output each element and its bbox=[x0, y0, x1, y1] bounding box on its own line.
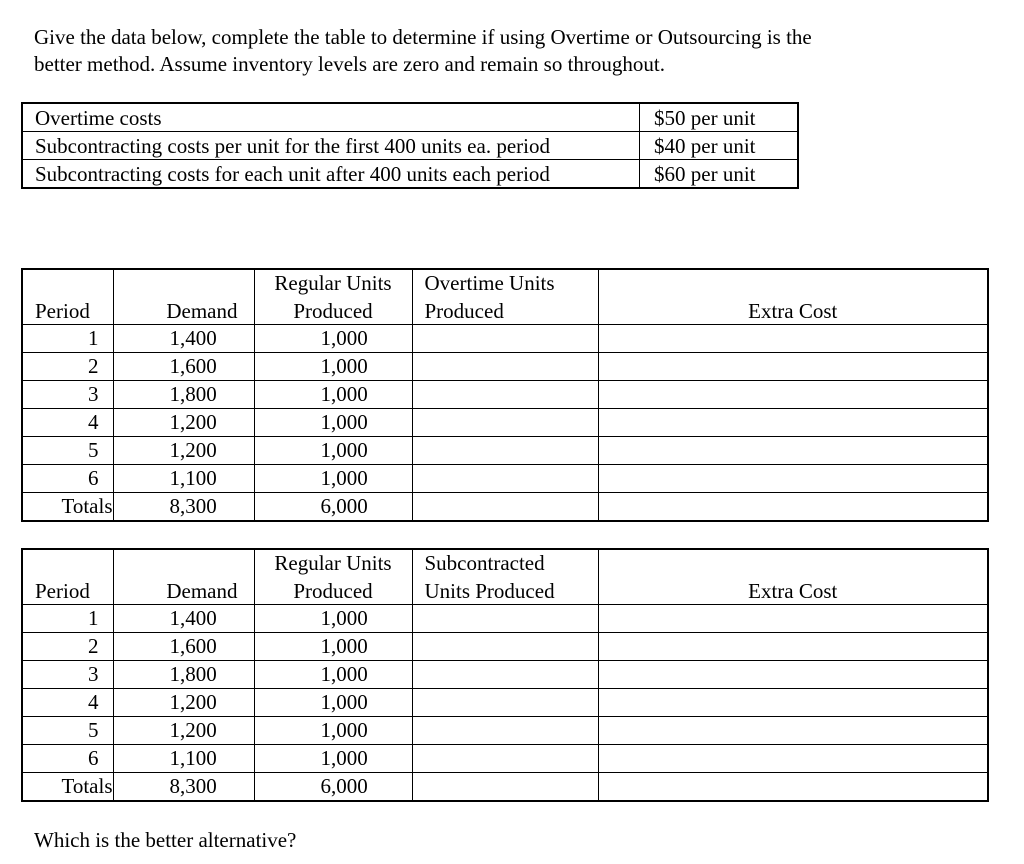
period-cell: 3 bbox=[22, 381, 113, 409]
table-row bbox=[22, 437, 988, 465]
extra-cost-cell[interactable] bbox=[598, 437, 988, 465]
extra-cost-cell[interactable] bbox=[598, 633, 988, 661]
regular-units-total: 6,000 bbox=[254, 773, 412, 802]
demand-cell: 1,100 bbox=[113, 745, 254, 773]
extra-units-cell[interactable] bbox=[412, 437, 598, 465]
extra-units-header: Units Produced bbox=[412, 577, 598, 605]
extra-cost-header: Extra Cost bbox=[598, 577, 988, 605]
table-row bbox=[22, 717, 988, 745]
regular-units-cell: 1,000 bbox=[254, 661, 412, 689]
cost-label: Subcontracting costs for each unit after 400 units each period bbox=[22, 160, 640, 189]
header-row bbox=[22, 577, 988, 605]
regular-units-cell: 1,000 bbox=[254, 325, 412, 353]
extra-units-cell[interactable] bbox=[412, 745, 598, 773]
instructions-line-2: better method. Assume inventory levels are zero and remain so throughout. bbox=[34, 52, 665, 76]
question-text: Which is the better alternative? bbox=[34, 828, 297, 852]
extra-units-cell[interactable] bbox=[412, 689, 598, 717]
extra-units-cell[interactable] bbox=[412, 381, 598, 409]
period-cell: 1 bbox=[22, 325, 113, 353]
extra-units-header: Subcontracted bbox=[412, 549, 598, 577]
demand-cell: 1,600 bbox=[113, 633, 254, 661]
instructions-line-1: Give the data below, complete the table to determine if using Overtime or Outsourcing is the bbox=[34, 25, 812, 49]
extra-units-header: Overtime Units bbox=[412, 269, 598, 297]
extra-units-cell[interactable] bbox=[412, 633, 598, 661]
header-row bbox=[22, 297, 988, 325]
table-row bbox=[22, 605, 988, 633]
header-cell bbox=[113, 269, 254, 297]
table-row bbox=[22, 465, 988, 493]
regular-units-total: 6,000 bbox=[254, 493, 412, 522]
regular-units-cell: 1,000 bbox=[254, 717, 412, 745]
demand-cell: 1,200 bbox=[113, 437, 254, 465]
extra-units-header: Produced bbox=[412, 297, 598, 325]
cost-table bbox=[21, 102, 799, 189]
header-row bbox=[22, 549, 988, 577]
period-cell: 4 bbox=[22, 409, 113, 437]
regular-units-cell: 1,000 bbox=[254, 745, 412, 773]
period-cell: 5 bbox=[22, 437, 113, 465]
header-cell bbox=[598, 269, 988, 297]
extra-cost-total[interactable] bbox=[598, 773, 988, 802]
extra-cost-header: Extra Cost bbox=[598, 297, 988, 325]
demand-cell: 1,200 bbox=[113, 409, 254, 437]
regular-units-cell: 1,000 bbox=[254, 409, 412, 437]
demand-cell: 1,600 bbox=[113, 353, 254, 381]
cost-row bbox=[22, 103, 798, 132]
cost-label: Overtime costs bbox=[22, 103, 640, 132]
period-cell: 5 bbox=[22, 717, 113, 745]
extra-cost-cell[interactable] bbox=[598, 661, 988, 689]
extra-units-cell[interactable] bbox=[412, 661, 598, 689]
cost-value: $60 per unit bbox=[640, 160, 799, 189]
extra-units-cell[interactable] bbox=[412, 717, 598, 745]
cost-value: $50 per unit bbox=[640, 103, 799, 132]
extra-units-cell[interactable] bbox=[412, 409, 598, 437]
period-header: Period bbox=[22, 297, 113, 325]
regular-units-header: Regular Units bbox=[254, 549, 412, 577]
table-row bbox=[22, 325, 988, 353]
overtime-table bbox=[21, 268, 989, 522]
regular-units-cell: 1,000 bbox=[254, 465, 412, 493]
extra-cost-cell[interactable] bbox=[598, 465, 988, 493]
instructions bbox=[34, 24, 994, 78]
extra-cost-cell[interactable] bbox=[598, 689, 988, 717]
cost-row bbox=[22, 132, 798, 160]
cost-label: Subcontracting costs per unit for the first 400 units ea. period bbox=[22, 132, 640, 160]
regular-units-cell: 1,000 bbox=[254, 633, 412, 661]
extra-cost-cell[interactable] bbox=[598, 353, 988, 381]
period-cell: 6 bbox=[22, 465, 113, 493]
extra-units-total[interactable] bbox=[412, 493, 598, 522]
extra-cost-cell[interactable] bbox=[598, 381, 988, 409]
totals-label: Totals bbox=[22, 493, 113, 522]
table-row bbox=[22, 353, 988, 381]
table-row bbox=[22, 689, 988, 717]
demand-cell: 1,800 bbox=[113, 661, 254, 689]
regular-units-cell: 1,000 bbox=[254, 381, 412, 409]
cost-row bbox=[22, 160, 798, 189]
demand-header: Demand bbox=[113, 577, 254, 605]
regular-units-cell: 1,000 bbox=[254, 353, 412, 381]
demand-cell: 1,200 bbox=[113, 717, 254, 745]
period-cell: 2 bbox=[22, 633, 113, 661]
demand-cell: 1,100 bbox=[113, 465, 254, 493]
totals-row bbox=[22, 773, 988, 802]
period-cell: 6 bbox=[22, 745, 113, 773]
period-cell: 4 bbox=[22, 689, 113, 717]
regular-units-cell: 1,000 bbox=[254, 689, 412, 717]
header-cell bbox=[22, 269, 113, 297]
extra-cost-cell[interactable] bbox=[598, 325, 988, 353]
demand-cell: 1,400 bbox=[113, 325, 254, 353]
period-cell: 1 bbox=[22, 605, 113, 633]
header-cell bbox=[113, 549, 254, 577]
table-row bbox=[22, 381, 988, 409]
header-row bbox=[22, 269, 988, 297]
demand-cell: 1,800 bbox=[113, 381, 254, 409]
extra-cost-cell[interactable] bbox=[598, 605, 988, 633]
table-row bbox=[22, 633, 988, 661]
demand-total: 8,300 bbox=[113, 493, 254, 522]
subcontract-table bbox=[21, 548, 989, 802]
regular-units-header: Produced bbox=[254, 577, 412, 605]
regular-units-header: Produced bbox=[254, 297, 412, 325]
extra-units-cell[interactable] bbox=[412, 325, 598, 353]
period-header: Period bbox=[22, 577, 113, 605]
table-row bbox=[22, 661, 988, 689]
extra-units-total[interactable] bbox=[412, 773, 598, 802]
period-cell: 2 bbox=[22, 353, 113, 381]
demand-cell: 1,200 bbox=[113, 689, 254, 717]
demand-header: Demand bbox=[113, 297, 254, 325]
table-row bbox=[22, 745, 988, 773]
extra-units-cell[interactable] bbox=[412, 605, 598, 633]
table-row bbox=[22, 409, 988, 437]
period-cell: 3 bbox=[22, 661, 113, 689]
totals-label: Totals bbox=[22, 773, 113, 802]
extra-cost-cell[interactable] bbox=[598, 409, 988, 437]
demand-total: 8,300 bbox=[113, 773, 254, 802]
extra-units-cell[interactable] bbox=[412, 353, 598, 381]
header-cell bbox=[22, 549, 113, 577]
extra-units-cell[interactable] bbox=[412, 465, 598, 493]
regular-units-cell: 1,000 bbox=[254, 605, 412, 633]
regular-units-header: Regular Units bbox=[254, 269, 412, 297]
demand-cell: 1,400 bbox=[113, 605, 254, 633]
extra-cost-cell[interactable] bbox=[598, 717, 988, 745]
extra-cost-total[interactable] bbox=[598, 493, 988, 522]
totals-row bbox=[22, 493, 988, 522]
extra-cost-cell[interactable] bbox=[598, 745, 988, 773]
header-cell bbox=[598, 549, 988, 577]
cost-value: $40 per unit bbox=[640, 132, 799, 160]
regular-units-cell: 1,000 bbox=[254, 437, 412, 465]
